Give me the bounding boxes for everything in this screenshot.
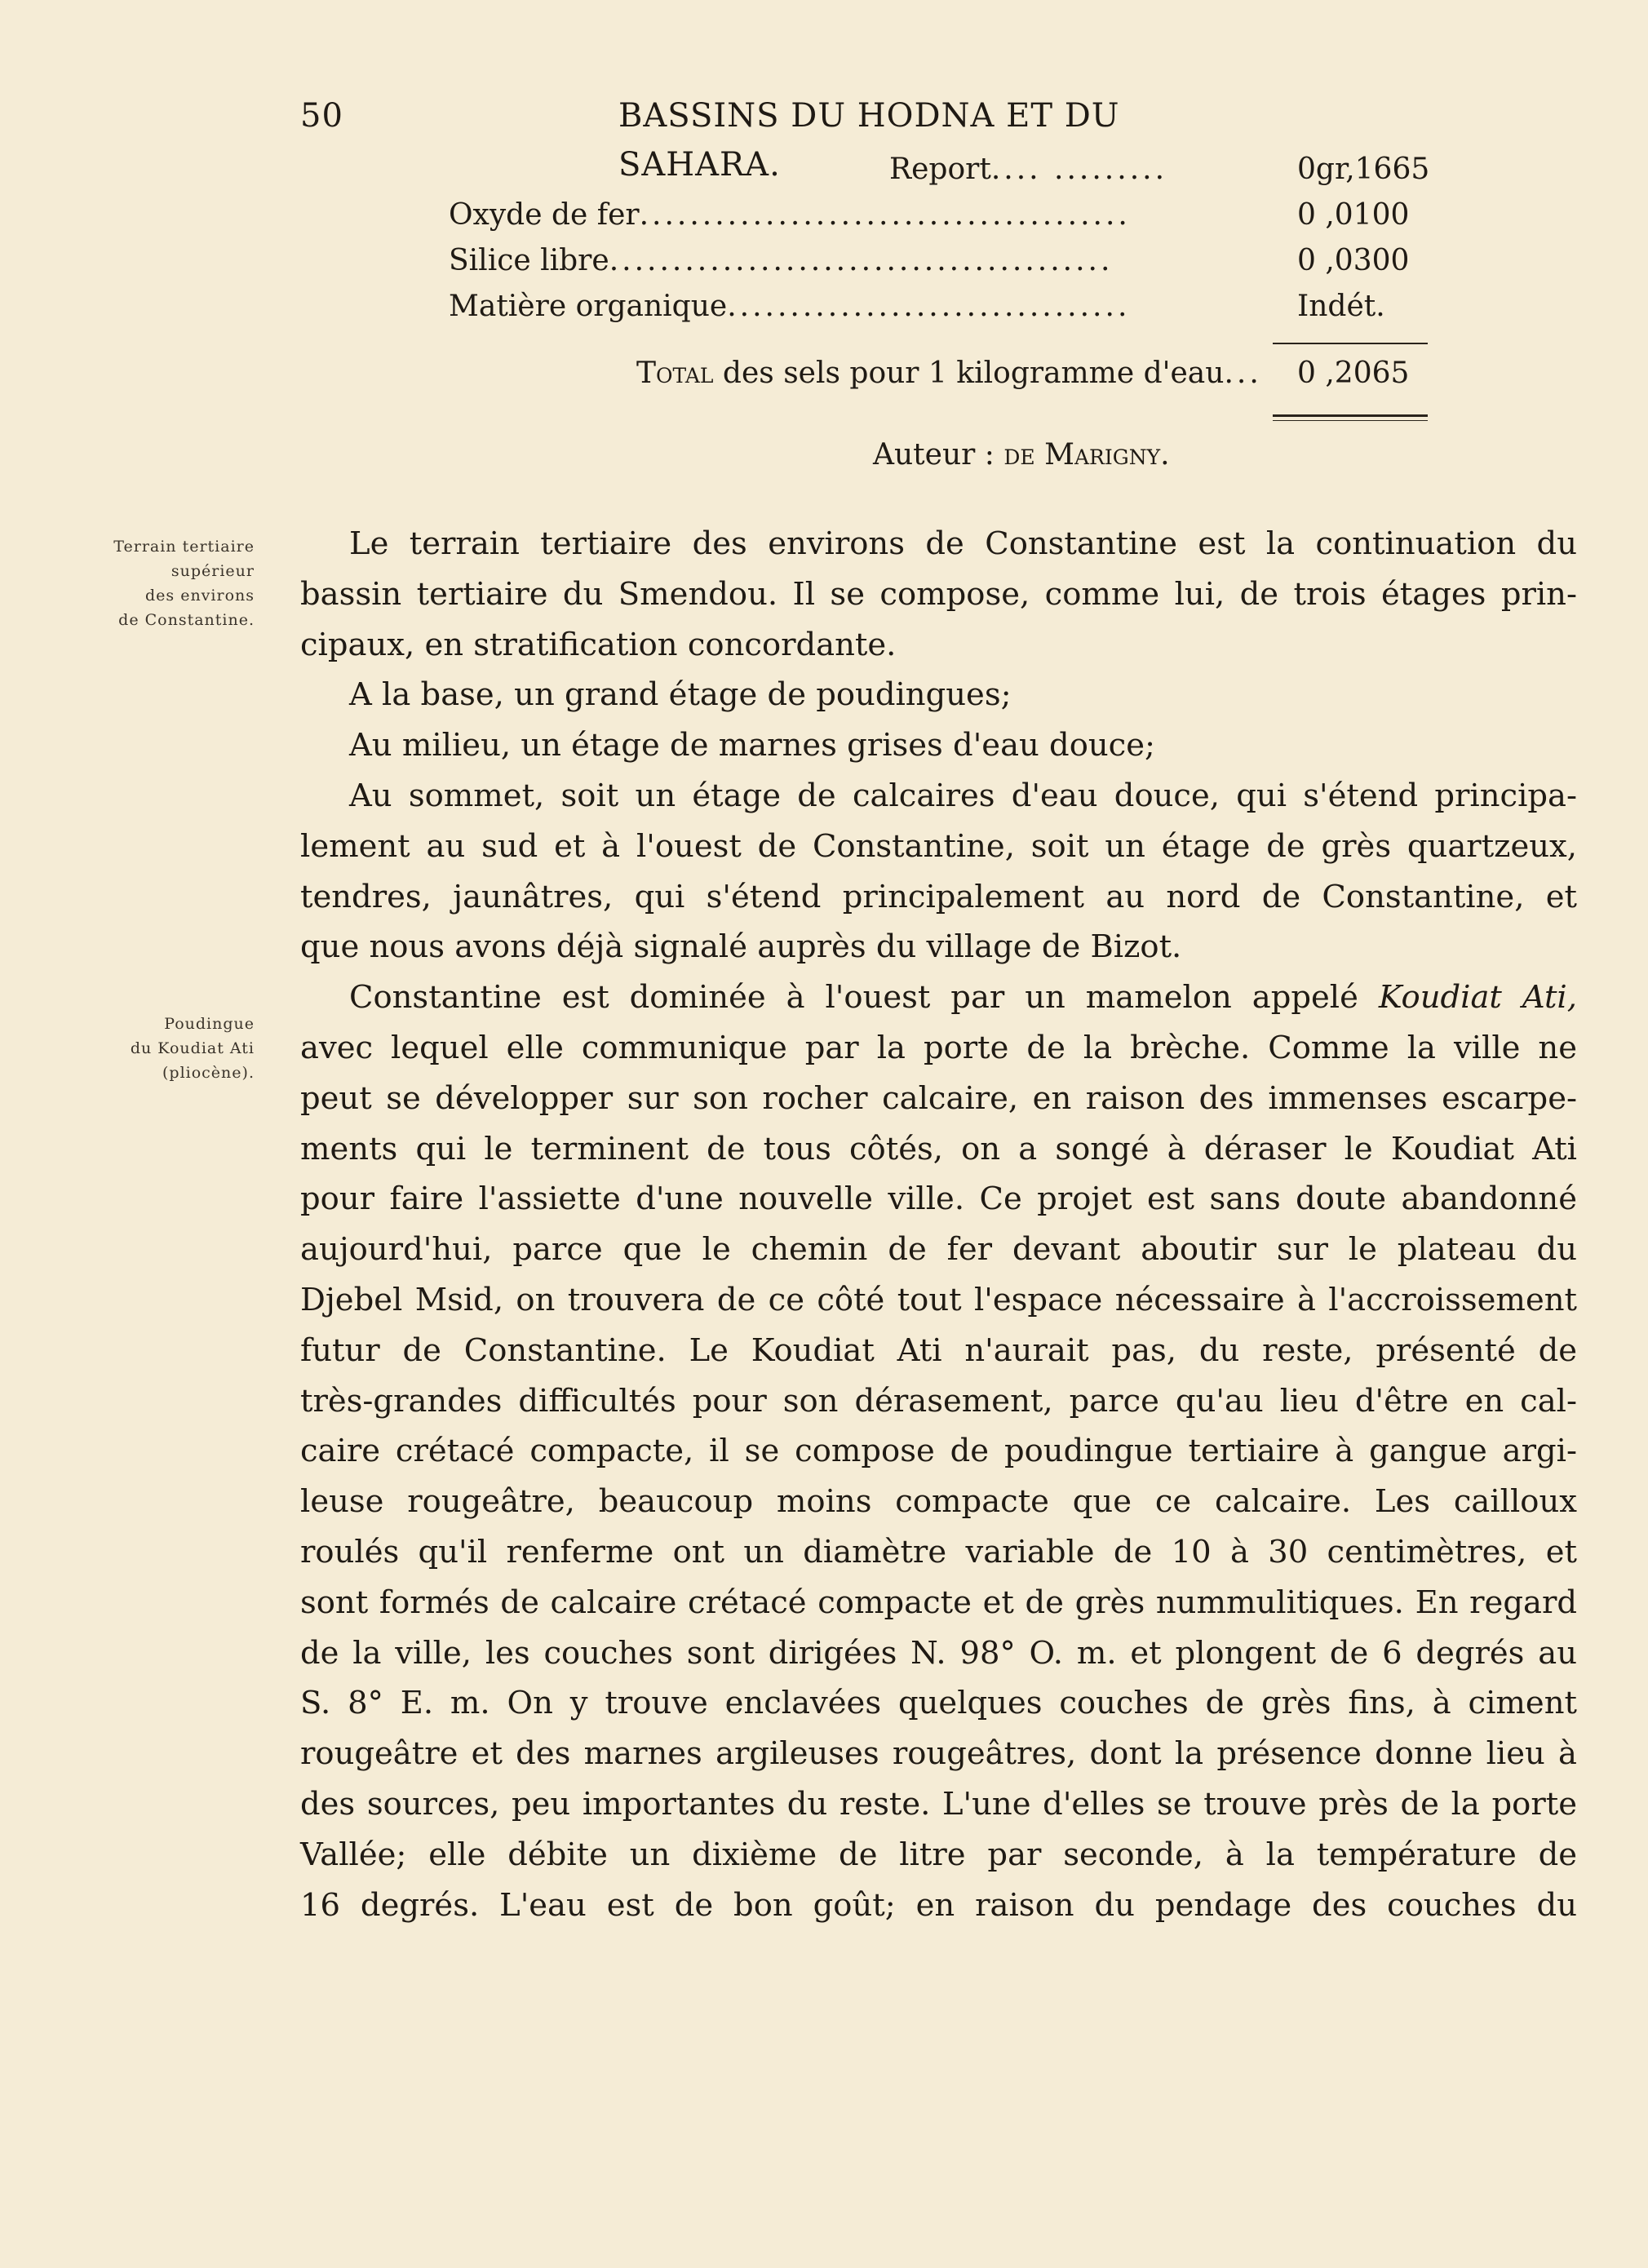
text-line: des sources, peu importantes du reste. L'une d'elles se trouve près de la porte	[300, 1785, 1577, 1823]
body-text	[300, 519, 1577, 1930]
row-value: 0 ,0100	[1297, 198, 1410, 232]
row-label: Matière organique	[449, 290, 728, 323]
text-line: rougeâtre et des marnes argileuses rougeâtres, dont la présence donne lieu à	[300, 1735, 1577, 1773]
leader-dots: ...	[1224, 357, 1262, 390]
analysis-table	[449, 147, 1428, 396]
text-line: de la ville, les couches sont dirigées N. 98° O. m. et plongent de 6 degrés au	[300, 1634, 1577, 1672]
text-line: que nous avons déjà signalé auprès du village de Bizot.	[300, 928, 1182, 966]
text-line: caire crétacé compacte, il se compose de poudingue tertiaire à gangue argi-	[300, 1433, 1577, 1470]
text-line: futur de Constantine. Le Koudiat Ati n'aurait pas, du reste, présenté de	[300, 1331, 1577, 1369]
text-line: Djebel Msid, on trouvera de ce côté tout l'espace nécessaire à l'accroissement	[300, 1281, 1577, 1318]
total-label: Total	[636, 357, 714, 390]
total-rule-thin	[1273, 420, 1428, 421]
text-line: lement au sud et à l'ouest de Constantine, soit un étage de grès quartzeux,	[300, 827, 1577, 865]
text-line: Au sommet, soit un étage de calcaires d'eau douce, qui s'étend principa-	[349, 777, 1577, 814]
table-row-silice	[449, 238, 1428, 284]
total-rule	[1273, 414, 1428, 417]
table-row-oxyde	[449, 193, 1428, 238]
text-line: bassin tertiaire du Smendou. Il se compose, comme lui, de trois étages prin-	[300, 575, 1577, 613]
text-line: avec lequel elle communique par la porte de la brèche. Comme la ville ne	[300, 1029, 1577, 1066]
leader-dots: .... .........	[990, 153, 1168, 186]
author-prefix: de	[1003, 438, 1045, 472]
text-line: pour faire l'assiette d'une nouvelle ville. Ce projet est sans doute abandonné	[300, 1181, 1577, 1218]
text-line: sont formés de calcaire crétacé compacte et de grès nummulitiques. En regard	[300, 1584, 1577, 1621]
text-line: Le terrain tertiaire des environs de Constantine est la continuation du	[349, 525, 1577, 562]
row-value: 0 ,0300	[1297, 244, 1410, 277]
leader-dots: ................................	[727, 290, 1131, 323]
row-value: Indét.	[1297, 290, 1385, 323]
text-line: Vallée; elle débite un dixième de litre par seconde, à la température de	[300, 1836, 1577, 1873]
author-label: Auteur :	[873, 438, 1004, 472]
table-row-matiere	[449, 284, 1428, 330]
text-line: aujourd'hui, parce que le chemin de fer devant aboutir sur le plateau du	[300, 1231, 1577, 1269]
place-name-italic: Koudiat Ati,	[1378, 979, 1577, 1017]
row-label: Report	[889, 153, 991, 186]
text-line: roulés qu'il renferme ont un diamètre variable de 10 à 30 centimètres, et	[300, 1533, 1577, 1570]
author-credit	[873, 432, 1170, 478]
leader-dots: ........................................	[609, 244, 1114, 277]
text-line: 16 degrés. L'eau est de bon goût; en raison du pendage des couches du	[300, 1886, 1577, 1924]
text-line: A la base, un grand étage de poudingues;	[349, 676, 1012, 714]
text-line: Constantine est dominée à l'ouest par un mamelon appelé Koudiat Ati,	[349, 979, 1577, 1017]
text-line: ments qui le terminent de tous côtés, on a songé à déraser le Koudiat Ati	[300, 1130, 1577, 1167]
text-line: peut se développer sur son rocher calcaire, en raison des immenses escarpe-	[300, 1079, 1577, 1117]
author-name: Marigny.	[1044, 438, 1170, 472]
row-value: 0gr,1665	[1297, 153, 1430, 186]
sum-rule	[1273, 343, 1428, 344]
text-line: cipaux, en stratification concordante.	[300, 626, 897, 663]
leader-dots: .......................................	[639, 198, 1131, 232]
text-line: Au milieu, un étage de marnes grises d'eau douce;	[349, 727, 1155, 764]
text-line: S. 8° E. m. On y trouve enclavées quelques couches de grès fins, à ciment	[300, 1685, 1577, 1722]
margin-note-poudingue: Poudingue du Koudiat Ati (pliocène).	[130, 1015, 255, 1082]
row-label: Oxyde de fer	[449, 198, 640, 232]
page-number: 50	[300, 97, 343, 135]
text-line: tendres, jaunâtres, qui s'étend principalement au nord de Constantine, et	[300, 878, 1577, 915]
row-label: des sels pour 1 kilogramme d'eau	[713, 357, 1225, 390]
text-line: très-grandes difficultés pour son dérasement, parce qu'au lieu d'être en cal-	[300, 1382, 1577, 1420]
running-title: BASSINS DU HODNA ET DU SAHARA.	[618, 97, 1120, 184]
table-row-total	[449, 351, 1428, 396]
row-value: 0 ,2065	[1297, 357, 1410, 390]
table-row-report	[449, 147, 1428, 193]
row-label: Silice libre	[449, 244, 609, 277]
text-line: leuse rougeâtre, beaucoup moins compacte que ce calcaire. Les cailloux	[300, 1483, 1577, 1521]
margin-note-terrain: Terrain tertiaire supérieur des environs de Constantine.	[113, 538, 255, 629]
